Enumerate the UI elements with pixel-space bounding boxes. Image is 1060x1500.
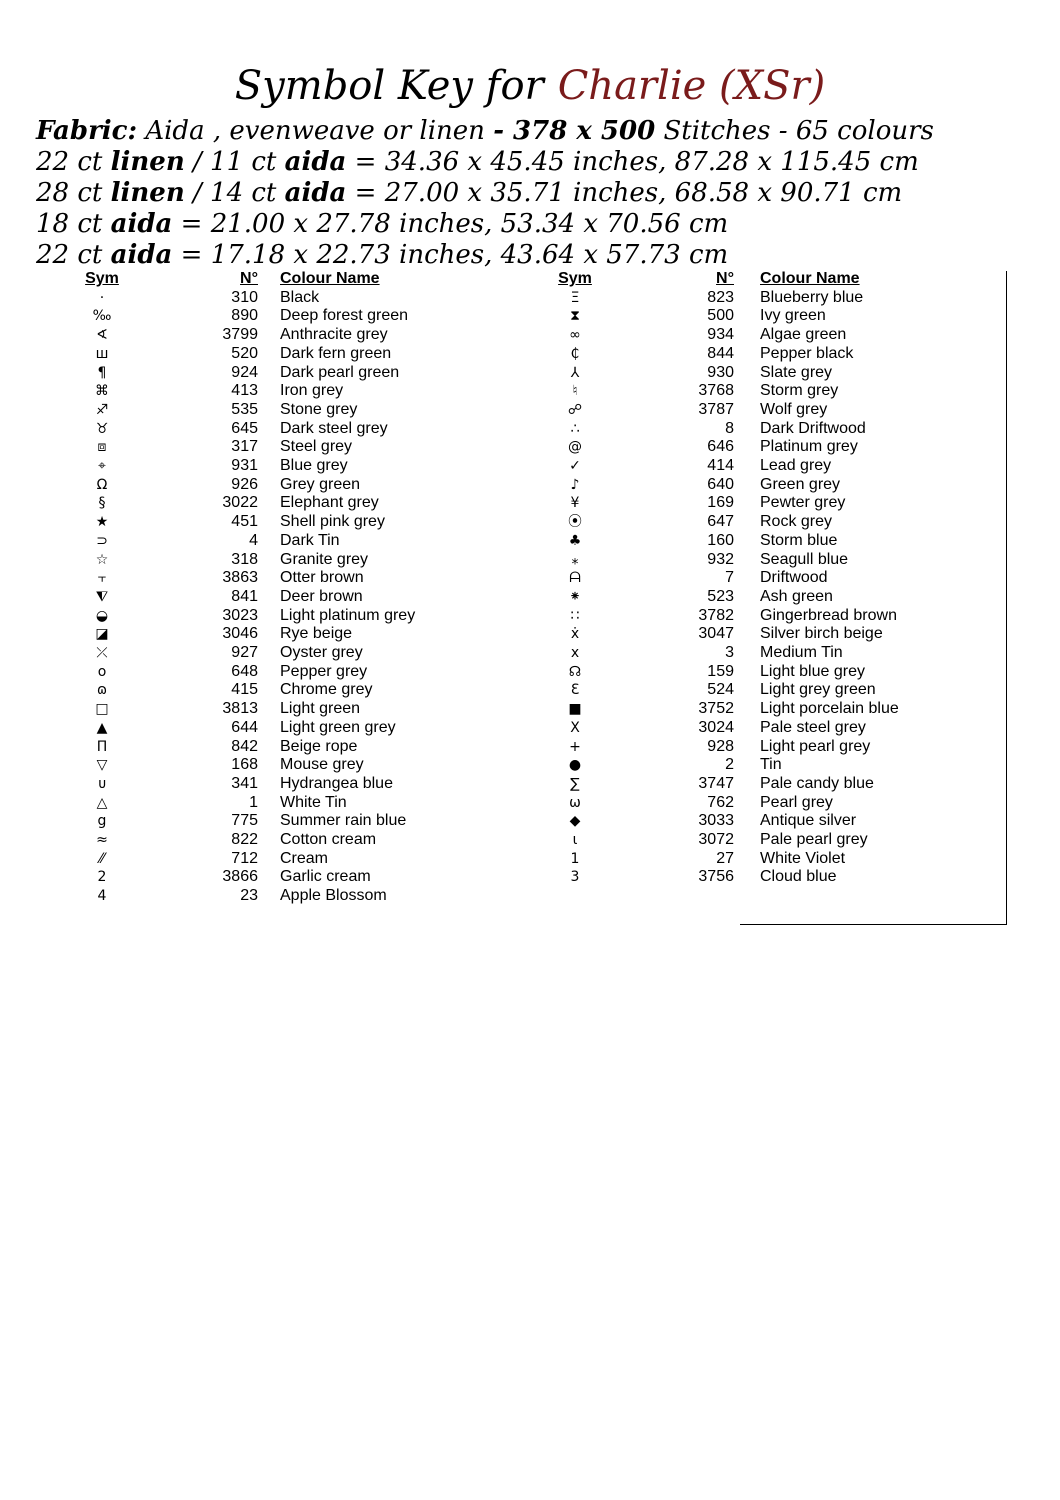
thread-number: 317 — [231, 438, 258, 456]
thread-number: 8 — [725, 419, 734, 437]
colour-name: Storm grey — [760, 382, 839, 400]
thread-number: 646 — [707, 438, 734, 456]
thread-number: 3787 — [698, 400, 734, 418]
symbol-icon: ▲ — [96, 719, 108, 736]
thread-number: 3072 — [698, 831, 734, 848]
fabric-text: = 21.00 x 27.78 inches, 53.34 x 70.56 cm — [172, 209, 729, 239]
colour-name: Grey green — [280, 475, 361, 493]
symbol-icon: + — [569, 738, 581, 755]
header-sym: Sym — [85, 270, 119, 287]
header-number: N° — [716, 270, 734, 287]
symbol-icon: ♐ — [95, 401, 109, 418]
thread-number: 168 — [231, 756, 258, 774]
fabric-line — [36, 147, 1046, 178]
thread-number: 169 — [707, 494, 734, 512]
colour-name: Seagull blue — [760, 550, 849, 568]
thread-number: 931 — [231, 457, 258, 474]
thread-number: 7 — [725, 569, 734, 587]
symbol-icon: ▽ — [96, 757, 108, 774]
thread-number: 159 — [707, 662, 734, 680]
symbol-icon: g — [97, 813, 107, 830]
colour-name: Light green — [280, 700, 361, 718]
colour-name: Apple Blossom — [280, 887, 387, 905]
thread-number: 930 — [707, 363, 734, 381]
colour-name: Green grey — [760, 475, 841, 493]
symbol-key-table — [0, 270, 1060, 930]
symbol-icon: ⁎ — [571, 551, 579, 568]
thread-number: 500 — [707, 307, 734, 325]
symbol-icon: ɷ — [96, 682, 108, 699]
colour-name: White Tin — [280, 793, 347, 811]
symbol-icon: ⧗ — [570, 308, 580, 325]
fabric-text: linen — [110, 178, 185, 208]
colour-name: Light porcelain blue — [760, 700, 899, 718]
title-prefix: Symbol Key for — [234, 63, 544, 109]
symbol-icon: 3 — [570, 869, 580, 886]
colour-name: Light platinum grey — [280, 606, 416, 624]
colour-name: Beige rope — [280, 737, 358, 755]
fabric-text: / 14 ct — [184, 178, 285, 208]
symbol-icon: □ — [95, 701, 109, 718]
colour-name: Pepper black — [760, 344, 854, 362]
fabric-text: Aida , evenweave or linen — [137, 116, 494, 146]
thread-number: 841 — [231, 587, 258, 605]
colour-name: Dark fern green — [280, 344, 392, 362]
symbol-icon: ⁄⁄ — [99, 850, 105, 867]
symbol-icon: ☆ — [95, 551, 109, 568]
symbol-icon: ‰ — [92, 308, 112, 325]
thread-number: 3747 — [698, 774, 734, 792]
thread-number: 27 — [716, 849, 734, 867]
thread-number: 640 — [707, 475, 734, 493]
fabric-info — [36, 116, 1046, 271]
thread-number: 341 — [231, 774, 258, 792]
colour-name: Cream — [280, 849, 329, 867]
colour-name: Antique silver — [760, 812, 857, 830]
header-colour-name: Colour Name — [280, 270, 380, 287]
symbol-icon: ⧈ — [97, 439, 107, 456]
thread-number: 2 — [725, 756, 734, 774]
symbol-icon: ∢ — [96, 327, 108, 344]
colour-name: Pearl grey — [760, 793, 833, 811]
thread-number: 310 — [231, 288, 258, 306]
symbol-icon: Π — [96, 738, 108, 755]
colour-name: Iron grey — [280, 382, 344, 400]
symbol-icon: Ɛ — [570, 682, 580, 699]
thread-number: 3782 — [698, 606, 734, 624]
fabric-text: / 11 ct — [184, 147, 285, 177]
fabric-line — [36, 240, 1046, 271]
symbol-icon: 1 — [570, 850, 580, 867]
colour-name: Elephant grey — [280, 494, 379, 512]
fabric-text: = 17.18 x 22.73 inches, 43.64 x 57.73 cm — [172, 240, 729, 270]
symbol-icon: ∴ — [570, 420, 580, 437]
colour-name: Blueberry blue — [760, 288, 864, 306]
thread-number: 520 — [231, 344, 258, 362]
colour-name: Garlic cream — [280, 868, 371, 886]
colour-name: Otter brown — [280, 569, 364, 587]
fabric-text: 28 ct — [36, 178, 111, 208]
colour-name: White Violet — [760, 849, 846, 867]
symbol-icon: o — [97, 663, 107, 680]
thread-number: 890 — [231, 307, 258, 325]
thread-number: 413 — [231, 382, 258, 400]
colour-name: Pepper grey — [280, 662, 368, 680]
symbol-icon: ⁕ — [569, 588, 581, 605]
page-title — [0, 58, 1060, 114]
colour-name: Light green grey — [280, 718, 396, 736]
colour-name: Ash green — [760, 587, 833, 605]
colour-name: Gingerbread brown — [760, 606, 897, 624]
colour-name: Dark Driftwood — [760, 419, 866, 437]
colour-name: Light blue grey — [760, 662, 865, 680]
fabric-text: - 378 x 500 — [493, 116, 656, 146]
thread-number: 842 — [231, 737, 258, 755]
fabric-text: 22 ct — [36, 240, 111, 270]
colour-name: Ivy green — [760, 307, 826, 325]
colour-name: Deep forest green — [280, 307, 409, 325]
thread-number: 3022 — [222, 494, 258, 512]
colour-name: Anthracite grey — [280, 326, 388, 344]
fabric-text: = 34.36 x 45.45 inches, 87.28 x 115.45 cm — [346, 147, 919, 177]
colour-name: Medium Tin — [760, 644, 843, 661]
symbol-icon: ≈ — [96, 832, 108, 848]
thread-number: 1 — [249, 793, 258, 811]
symbol-icon: ¥ — [570, 495, 580, 512]
colour-name: Granite grey — [280, 550, 369, 568]
fabric-line — [36, 116, 1046, 147]
thread-number: 822 — [231, 831, 258, 848]
thread-number: 3799 — [222, 326, 258, 344]
symbol-icon: ◆ — [569, 813, 581, 830]
symbol-icon: § — [98, 495, 106, 512]
symbol-icon: x — [570, 645, 580, 661]
symbol-icon: ♮ — [572, 383, 578, 400]
symbol-icon: ₵ — [570, 345, 580, 362]
symbol-icon: ẋ — [570, 626, 580, 643]
colour-name: Slate grey — [760, 363, 833, 381]
colour-name: Silver birch beige — [760, 625, 883, 643]
fabric-line — [36, 209, 1046, 240]
colour-name: Cloud blue — [760, 868, 837, 886]
symbol-icon: ∷ — [570, 607, 580, 624]
colour-name: Platinum grey — [760, 438, 858, 456]
fabric-line — [36, 178, 1046, 209]
colour-name: Dark pearl green — [280, 363, 400, 381]
symbol-icon: X — [570, 719, 580, 736]
symbol-icon: ☍ — [567, 401, 583, 418]
symbol-icon: ⅄ — [570, 364, 580, 381]
thread-number: 535 — [231, 400, 258, 418]
thread-number: 932 — [707, 550, 734, 568]
symbol-icon: ● — [568, 757, 582, 774]
colour-name: Cotton cream — [280, 831, 377, 848]
thread-number: 4 — [249, 531, 258, 549]
symbol-icon: ш — [95, 345, 109, 362]
symbol-icon: ☊ — [568, 663, 582, 680]
symbol-icon: △ — [96, 794, 108, 811]
colour-name: Deer brown — [280, 587, 363, 605]
thread-number: 762 — [707, 793, 734, 811]
thread-number: 3863 — [222, 569, 258, 587]
symbol-icon: ᴜ — [97, 775, 107, 792]
colour-name: Summer rain blue — [280, 812, 407, 830]
symbol-icon: ᗩ — [569, 570, 581, 587]
colour-name: Lead grey — [760, 457, 832, 474]
symbol-icon: ɩ — [572, 832, 578, 848]
symbol-icon: ⌘ — [95, 383, 109, 400]
thread-number: 934 — [707, 326, 734, 344]
symbol-icon: ◪ — [95, 626, 109, 643]
colour-name: Shell pink grey — [280, 513, 385, 531]
symbol-icon: ¶ — [97, 364, 107, 381]
colour-name: Steel grey — [280, 438, 353, 456]
colour-name: Pale steel grey — [760, 718, 866, 736]
colour-name: Chrome grey — [280, 681, 373, 699]
thread-number: 3023 — [222, 606, 258, 624]
thread-number: 3 — [725, 644, 734, 661]
symbol-icon: ⊃ — [96, 532, 108, 549]
colour-name: Light pearl grey — [760, 737, 871, 755]
thread-number: 924 — [231, 363, 258, 381]
colour-name: Mouse grey — [280, 756, 364, 774]
symbol-icon: ⌖ — [98, 458, 106, 474]
symbol-icon: ♉ — [95, 420, 109, 437]
colour-name: Pewter grey — [760, 494, 846, 512]
thread-number: 645 — [231, 419, 258, 437]
thread-number: 712 — [231, 849, 258, 867]
symbol-icon: · — [99, 289, 105, 306]
thread-number: 318 — [231, 550, 258, 568]
thread-number: 523 — [707, 587, 734, 605]
thread-number: 3752 — [698, 700, 734, 718]
thread-number: 928 — [707, 737, 734, 755]
symbol-icon: ★ — [95, 514, 109, 531]
colour-name: Pale candy blue — [760, 774, 874, 792]
colour-name: Black — [280, 288, 320, 306]
symbol-icon: ∞ — [569, 327, 581, 344]
pattern-name: Charlie (XSr) — [557, 63, 826, 109]
thread-number: 451 — [231, 513, 258, 531]
symbol-icon: ⧨ — [95, 588, 109, 605]
fabric-text: aida — [284, 147, 347, 177]
fabric-text: 22 ct — [36, 147, 111, 177]
colour-name: Stone grey — [280, 400, 358, 418]
colour-name: Rye beige — [280, 625, 353, 643]
thread-number: 927 — [231, 644, 258, 661]
symbol-icon: ✓ — [569, 458, 581, 474]
colour-name: Dark Tin — [280, 531, 340, 549]
colour-name: Tin — [760, 756, 782, 774]
header-sym: Sym — [558, 270, 592, 287]
thread-number: 23 — [240, 887, 258, 905]
thread-number: 823 — [707, 288, 734, 306]
thread-number: 3046 — [222, 625, 258, 643]
colour-name: Wolf grey — [760, 400, 828, 418]
thread-number: 3047 — [698, 625, 734, 643]
thread-number: 647 — [707, 513, 734, 531]
fabric-text: = 27.00 x 35.71 inches, 68.58 x 90.71 cm — [346, 178, 903, 208]
symbol-icon: 4 — [97, 888, 107, 905]
thread-number: 160 — [707, 531, 734, 549]
fabric-text: aida — [110, 240, 173, 270]
fabric-text: 18 ct — [36, 209, 111, 239]
table-bottom-border — [740, 924, 1007, 925]
colour-name: Dark steel grey — [280, 419, 388, 437]
thread-number: 3024 — [698, 718, 734, 736]
fabric-text: Stitches - 65 colours — [655, 116, 934, 146]
thread-number: 3756 — [698, 868, 734, 886]
symbol-icon: ⤫ — [96, 645, 108, 661]
colour-name: Hydrangea blue — [280, 774, 393, 792]
symbol-icon: 2 — [97, 869, 107, 886]
thread-number: 926 — [231, 475, 258, 493]
thread-number: 414 — [707, 457, 734, 474]
thread-number: 3768 — [698, 382, 734, 400]
thread-number: 3866 — [222, 868, 258, 886]
header-colour-name: Colour Name — [760, 270, 860, 287]
fabric-text: Fabric: — [36, 116, 138, 146]
thread-number: 644 — [231, 718, 258, 736]
header-number: N° — [240, 270, 258, 287]
symbol-icon: ⫟ — [97, 570, 107, 587]
symbol-icon: ♣ — [568, 532, 582, 549]
colour-name: Storm blue — [760, 531, 838, 549]
fabric-text: aida — [284, 178, 347, 208]
colour-name: Blue grey — [280, 457, 348, 474]
thread-number: 415 — [231, 681, 258, 699]
symbol-icon: Ξ — [570, 289, 580, 306]
symbol-icon: ⦿ — [568, 514, 582, 531]
symbol-icon: ♪ — [570, 476, 580, 493]
colour-name: Algae green — [760, 326, 847, 344]
table-right-border — [1006, 271, 1007, 925]
colour-name: Rock grey — [760, 513, 833, 531]
symbol-icon: ◒ — [95, 607, 109, 624]
colour-name: Light grey green — [760, 681, 876, 699]
fabric-text: aida — [110, 209, 173, 239]
symbol-icon: @ — [568, 439, 582, 456]
symbol-icon: ■ — [568, 701, 582, 718]
thread-number: 844 — [707, 344, 734, 362]
thread-number: 3033 — [698, 812, 734, 830]
symbol-icon: Ω — [96, 476, 108, 493]
symbol-icon: ω — [569, 794, 581, 811]
colour-name: Oyster grey — [280, 644, 363, 661]
thread-number: 648 — [231, 662, 258, 680]
thread-number: 3813 — [222, 700, 258, 718]
thread-number: 775 — [231, 812, 258, 830]
colour-name: Pale pearl grey — [760, 831, 868, 848]
colour-name: Driftwood — [760, 569, 828, 587]
symbol-icon: ∑ — [570, 775, 580, 792]
thread-number: 524 — [707, 681, 734, 699]
fabric-text: linen — [110, 147, 185, 177]
